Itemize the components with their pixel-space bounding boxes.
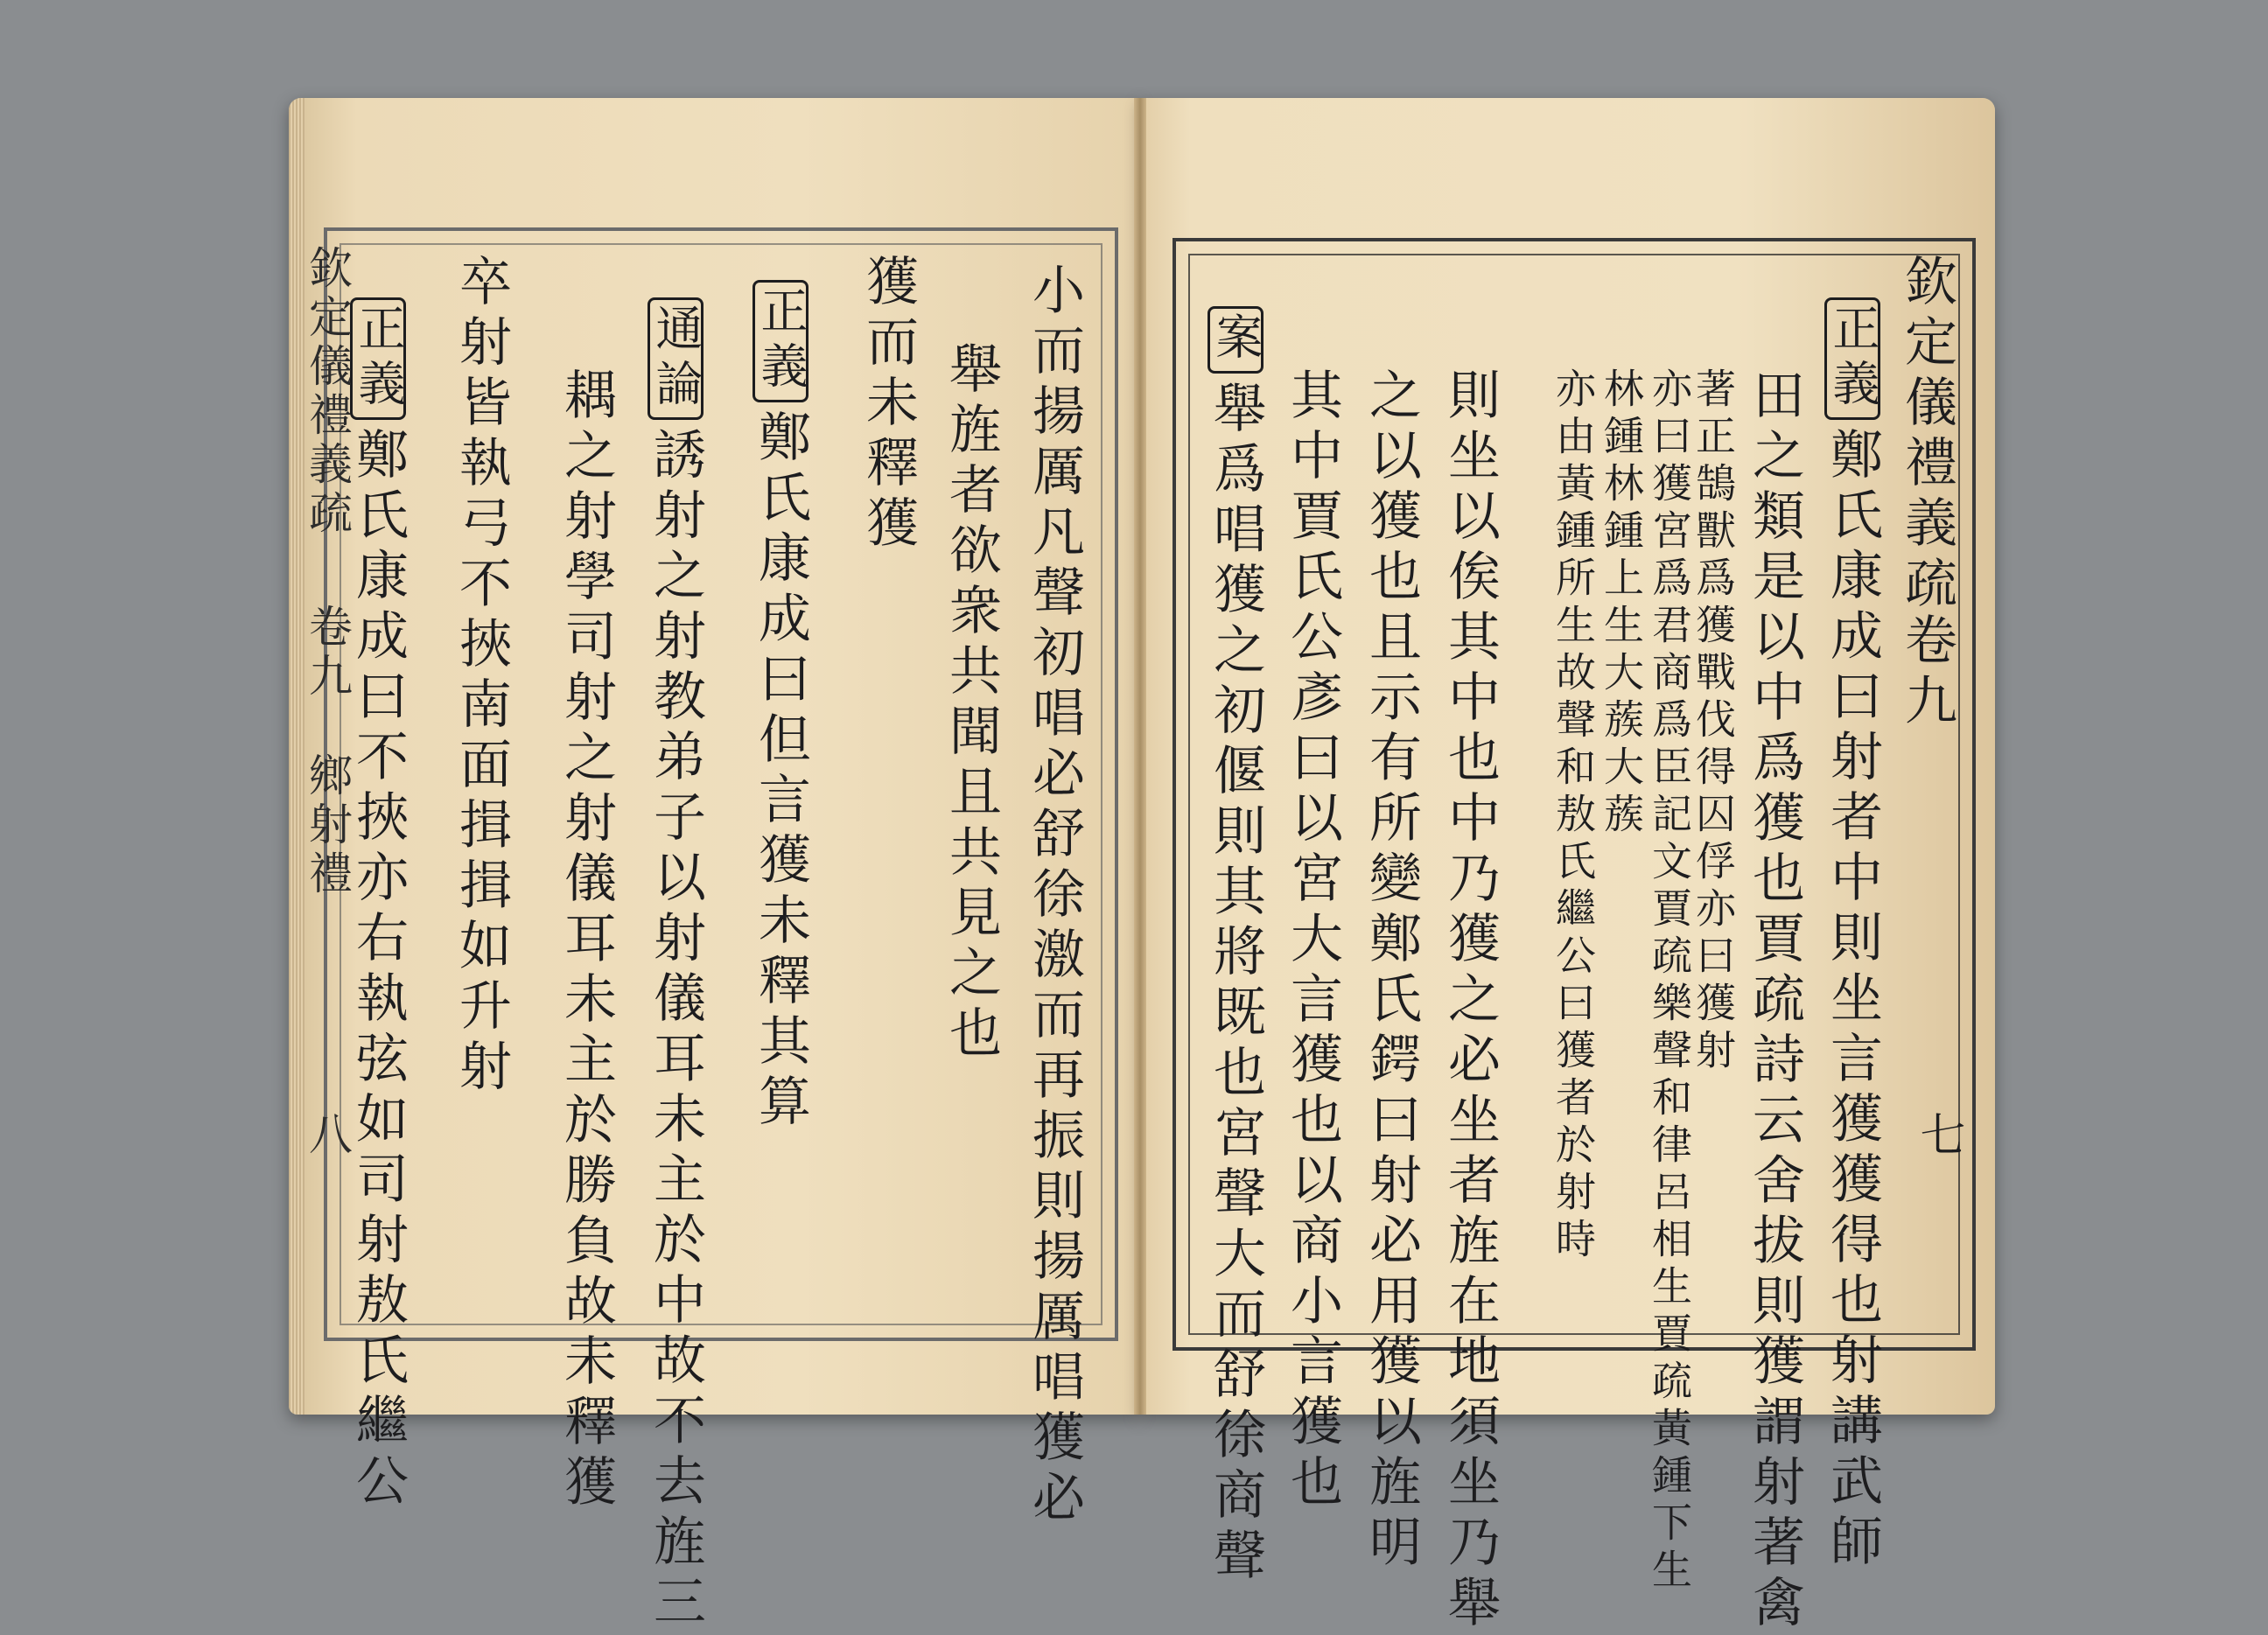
- section-marker: 正義: [752, 280, 808, 402]
- volume-label: 卷九: [1896, 612, 1957, 733]
- page-number: 七: [1912, 1111, 1964, 1156]
- section-marker: 正義: [1824, 297, 1880, 420]
- margin-title: 欽定儀禮義疏: [302, 245, 353, 539]
- section-marker: 正義: [350, 297, 406, 420]
- commentary-marker: 案: [1208, 306, 1264, 374]
- text-column-16: 耦之射學司射之射儀耳未主於勝負故未釋獲: [556, 367, 617, 1514]
- text-column-9: 其中賈氏公彥曰以宮大言獲也以商小言獲也: [1282, 367, 1343, 1514]
- text-column-3: 著正鵠獸爲獲戰伐得囚俘亦曰獲射: [1690, 367, 1737, 1076]
- text-column-2: 田之類是以中爲獲也賈疏詩云舍拔則獲謂射著禽: [1744, 367, 1805, 1635]
- text-column-11: 小而揚厲凡聲初唱必舒徐激而再振則揚厲唱獲必: [1024, 262, 1085, 1530]
- text-column-17: 卒射皆執弓不挾南面揖揖如升射: [451, 254, 512, 1099]
- text-column-8: 之以獲也且示有所變鄭氏鍔曰射必用獲以旌明: [1361, 367, 1422, 1575]
- text-column-15: 通論誘射之射教弟子以射儀耳未主於中故不去旌三: [648, 297, 704, 1634]
- text-column-14: 正義鄭氏康成曰但言獲未釋其算: [752, 280, 808, 1134]
- book-gutter: [1134, 98, 1146, 1415]
- text-column-5: 林鍾林鍾上生大蔟大蔟: [1598, 367, 1645, 840]
- margin-section: 鄉射禮: [302, 752, 353, 899]
- text-column-6: 亦由黃鍾所生故聲和敖氏繼公曰獲者於射時: [1550, 367, 1597, 1265]
- section-marker: 通論: [648, 297, 704, 420]
- text-column-4: 亦曰獲宮爲君商爲臣記文賈疏樂聲和律呂相生賈疏黃鍾下生: [1646, 367, 1693, 1596]
- text-column-18: 正義鄭氏康成曰不挾亦右執弦如司射敖氏繼公: [350, 297, 406, 1513]
- margin-number: 八: [302, 1111, 353, 1160]
- text-column-1: 正義鄭氏康成曰射者中則坐言獲獲得也射講武師: [1824, 297, 1880, 1574]
- text-column-12: 舉旌者欲衆共聞且共見之也: [941, 341, 1002, 1066]
- text-column-13: 獲而未釋獲: [858, 254, 919, 555]
- text-column-10: 案舉爲唱獲之初偃則其將既也宮聲大而舒徐商聲: [1208, 306, 1264, 1588]
- margin-volume: 卷九: [302, 604, 353, 702]
- text-column-7: 則坐以俟其中也中乃獲之必坐者旌在地須坐乃舉: [1439, 367, 1501, 1635]
- page-title: 欽定儀禮義疏: [1896, 254, 1957, 616]
